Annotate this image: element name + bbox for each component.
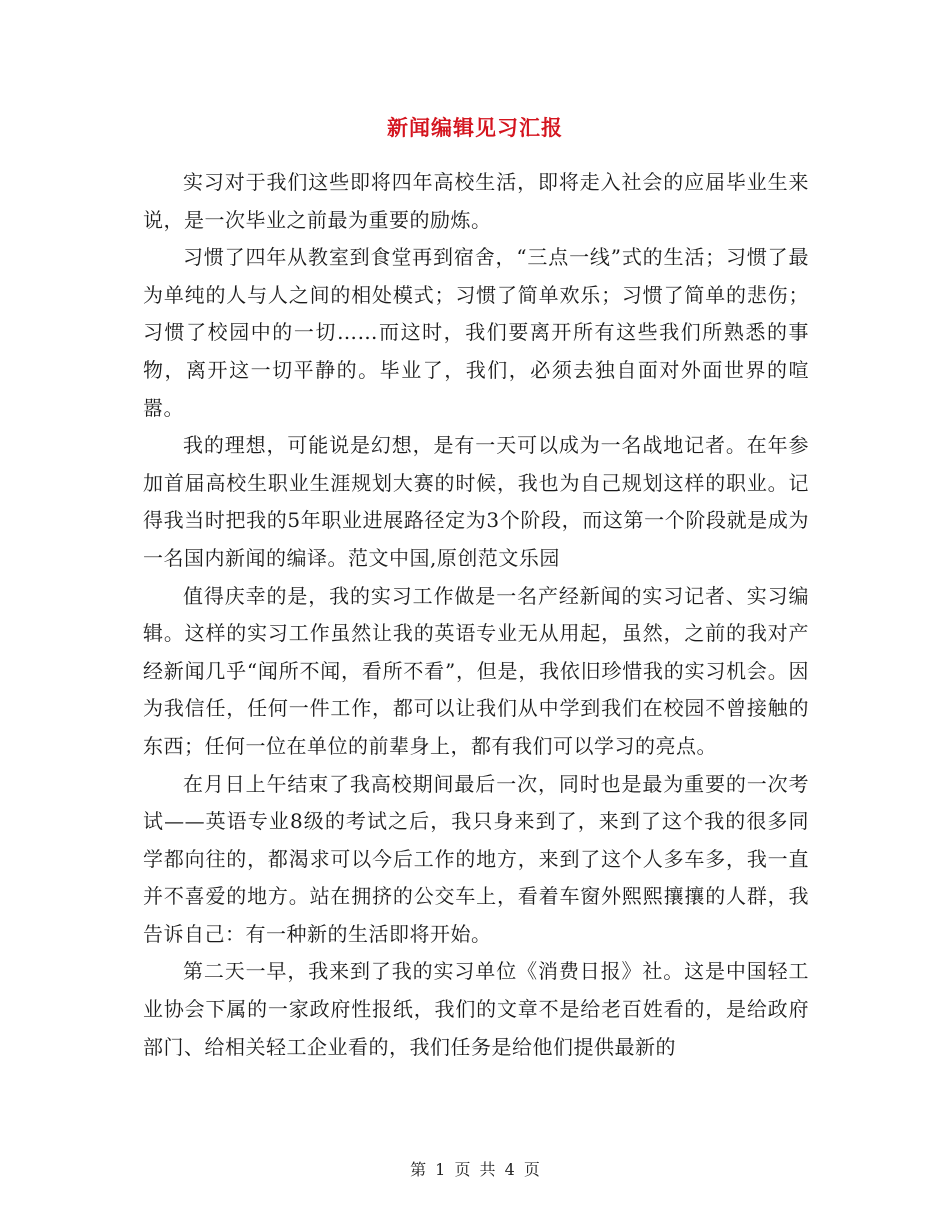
paragraph-3: 我的理想，可能说是幻想，是有一天可以成为一名战地记者。在年参加首届高校生职业生涯规划大赛的时候，我也为自己规划这样的职业。记得我当时把我的5年职业进展路径定为3个阶段，而这第一个阶段就是成为一名国内新闻的编译。范文中国,原创范文乐园 <box>143 433 809 570</box>
paragraph-6: 第二天一早，我来到了我的实习单位《消费日报》社。这是中国轻工业协会下属的一家政府性报纸，我们的文章不是给老百姓看的，是给政府部门、给相关轻工企业看的，我们任务是给他们提供最新的 <box>143 959 809 1059</box>
document-body <box>143 164 809 1066</box>
document-title: 新闻编辑见习汇报 <box>387 115 563 140</box>
paragraph-1: 实习对于我们这些即将四年高校生活，即将走入社会的应届毕业生来说，是一次毕业之前最为重要的励炼。 <box>143 170 809 232</box>
paragraph-4: 值得庆幸的是，我的实习工作做是一名产经新闻的实习记者、实习编辑。这样的实习工作虽然让我的英语专业无从用起，虽然，之前的我对产经新闻几乎“闻所不闻，看所不看”，但是，我依旧珍惜我的实习机会。因为我信任，任何一件工作，都可以让我们从中学到我们在校园不曾接触的东西；任何一位在单位的前辈身上，都有我们可以学习的亮点。 <box>143 583 809 758</box>
paragraph-2: 习惯了四年从教室到食堂再到宿舍，“三点一线”式的生活；习惯了最为单纯的人与人之间的相处模式；习惯了简单欢乐；习惯了简单的悲伤；习惯了校园中的一切……而这时，我们要离开所有这些我们所熟悉的事物，离开这一切平静的。毕业了，我们，必须去独自面对外面世界的喧嚣。 <box>143 245 809 420</box>
paragraph-5: 在月日上午结束了我高校期间最后一次，同时也是最为重要的一次考试——英语专业8级的考试之后，我只身来到了，来到了这个我的很多同学都向往的，都渴求可以今后工作的地方，来到了这个人多车多，我一直并不喜爱的地方。站在拥挤的公交车上，看着车窗外熙熙攘攘的人群，我告诉自己：有一种新的生活即将开始。 <box>143 771 809 946</box>
page-number-footer: 第 1 页 共 4 页 <box>410 1160 540 1179</box>
